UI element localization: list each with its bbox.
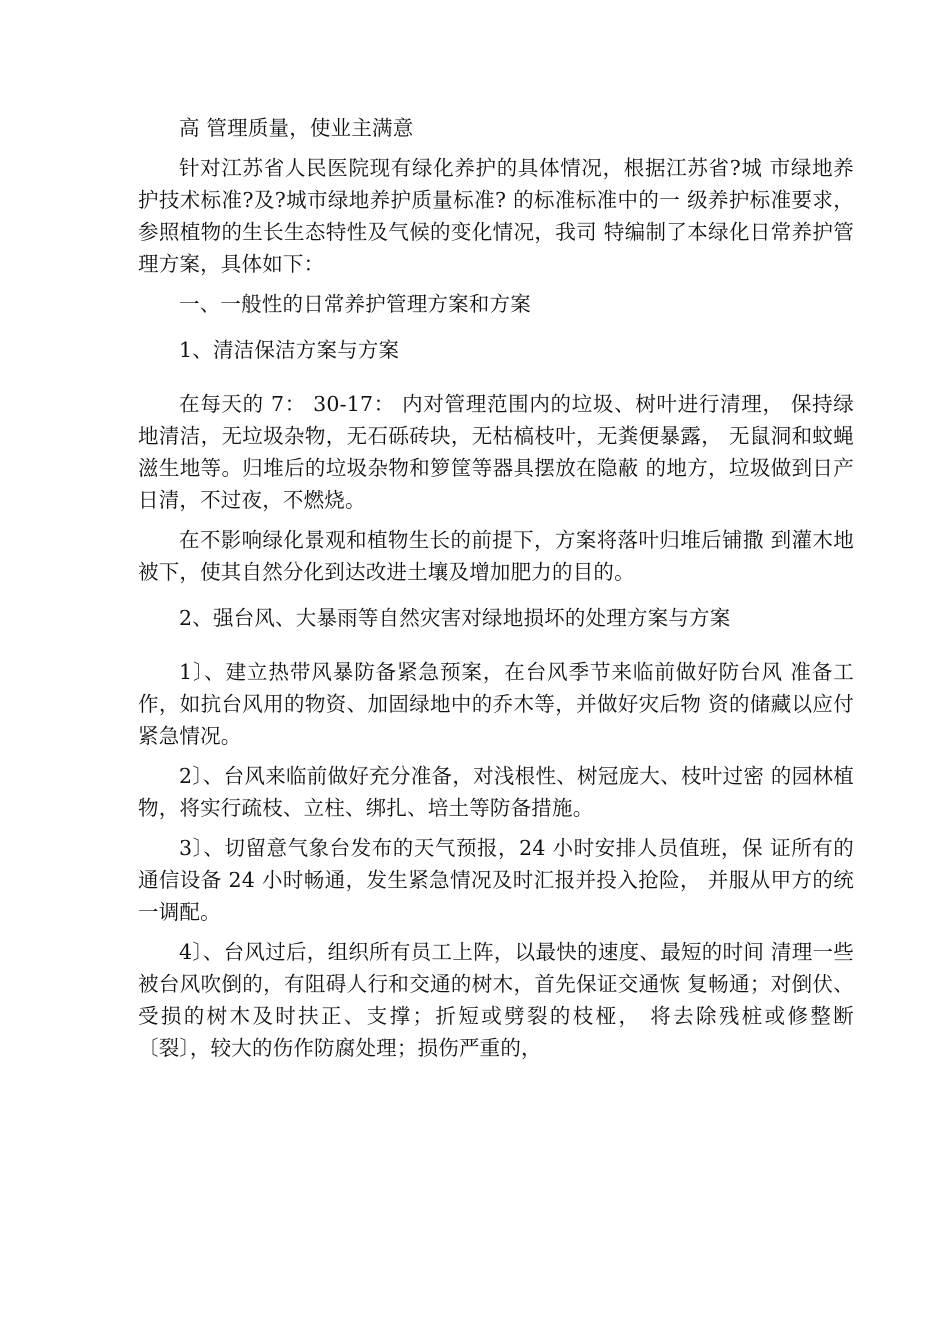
list-item-pre-typhoon-preparation: 2〕、台风来临前做好充分准备，对浅根性、树冠庞大、枝叶过密 的园林植物，将实行疏枝、立柱、绑扎、培土等防备措施。	[138, 764, 854, 820]
paragraph-management-quality: 高 管理质量，使业主满意	[179, 116, 414, 140]
paragraph-cleaning-schedule: 在每天的 7： 30-17： 内对管理范围内的垃圾、树叶进行清理， 保持绿地清洁，无垃圾杂物，无石砾砖块，无枯槁枝叶，无粪便暴露， 无鼠洞和蚊蝇滋生地等。归堆后的垃圾杂物和箩筐等器具摆放在隐蔽 的地方，垃圾做到日产日清，不过夜，不燃烧。	[138, 392, 854, 512]
paragraph-introduction: 针对江苏省人民医院现有绿化养护的具体情况，根据江苏省?城 市绿地养护技术标准?及?城市绿地养护质量标准? 的标准标准中的一 级养护标准要求，参照植物的生长生态特性及气候的变化情况，我司 特编制了本绿化日常养护管理方案，具体如下：	[138, 156, 854, 276]
list-item-weather-monitoring: 3〕、切留意气象台发布的天气预报，24 小时安排人员值班，保 证所有的通信设备 24 小时畅通，发生紧急情况及时汇报并投入抢险， 并服从甲方的统一调配。	[138, 836, 854, 924]
subsection-heading-typhoon-damage: 2、强台风、大暴雨等自然灾害对绿地损坏的处理方案与方案	[179, 606, 731, 630]
subsection-heading-cleaning: 1、清洁保洁方案与方案	[179, 338, 400, 362]
document-body	[138, 112, 854, 1064]
section-heading-general-maintenance: 一、一般性的日常养护管理方案和方案	[179, 292, 531, 316]
list-item-post-typhoon-cleanup: 4〕、台风过后，组织所有员工上阵，以最快的速度、最短的时间 清理一些被台风吹倒的，有阻碍人行和交通的树木，首先保证交通恢 复畅通；对倒伏、受损的树木及时扶正、支撑；折短或劈裂的枝桠， 将去除残桩或修整断〔裂〕，较大的伤作防腐处理；损伤严重的，	[138, 940, 854, 1060]
list-item-typhoon-emergency-plan: 1〕、建立热带风暴防备紧急预案，在台风季节来临前做好防台风 准备工作，如抗台风用的物资、加固绿地中的乔木等，并做好灾后物 资的储藏以应付紧急情况。	[138, 660, 854, 748]
paragraph-leaf-mulching: 在不影响绿化景观和植物生长的前提下，方案将落叶归堆后铺撒 到灌木地被下，使其自然分化到达改进土壤及增加肥力的目的。	[138, 528, 854, 584]
